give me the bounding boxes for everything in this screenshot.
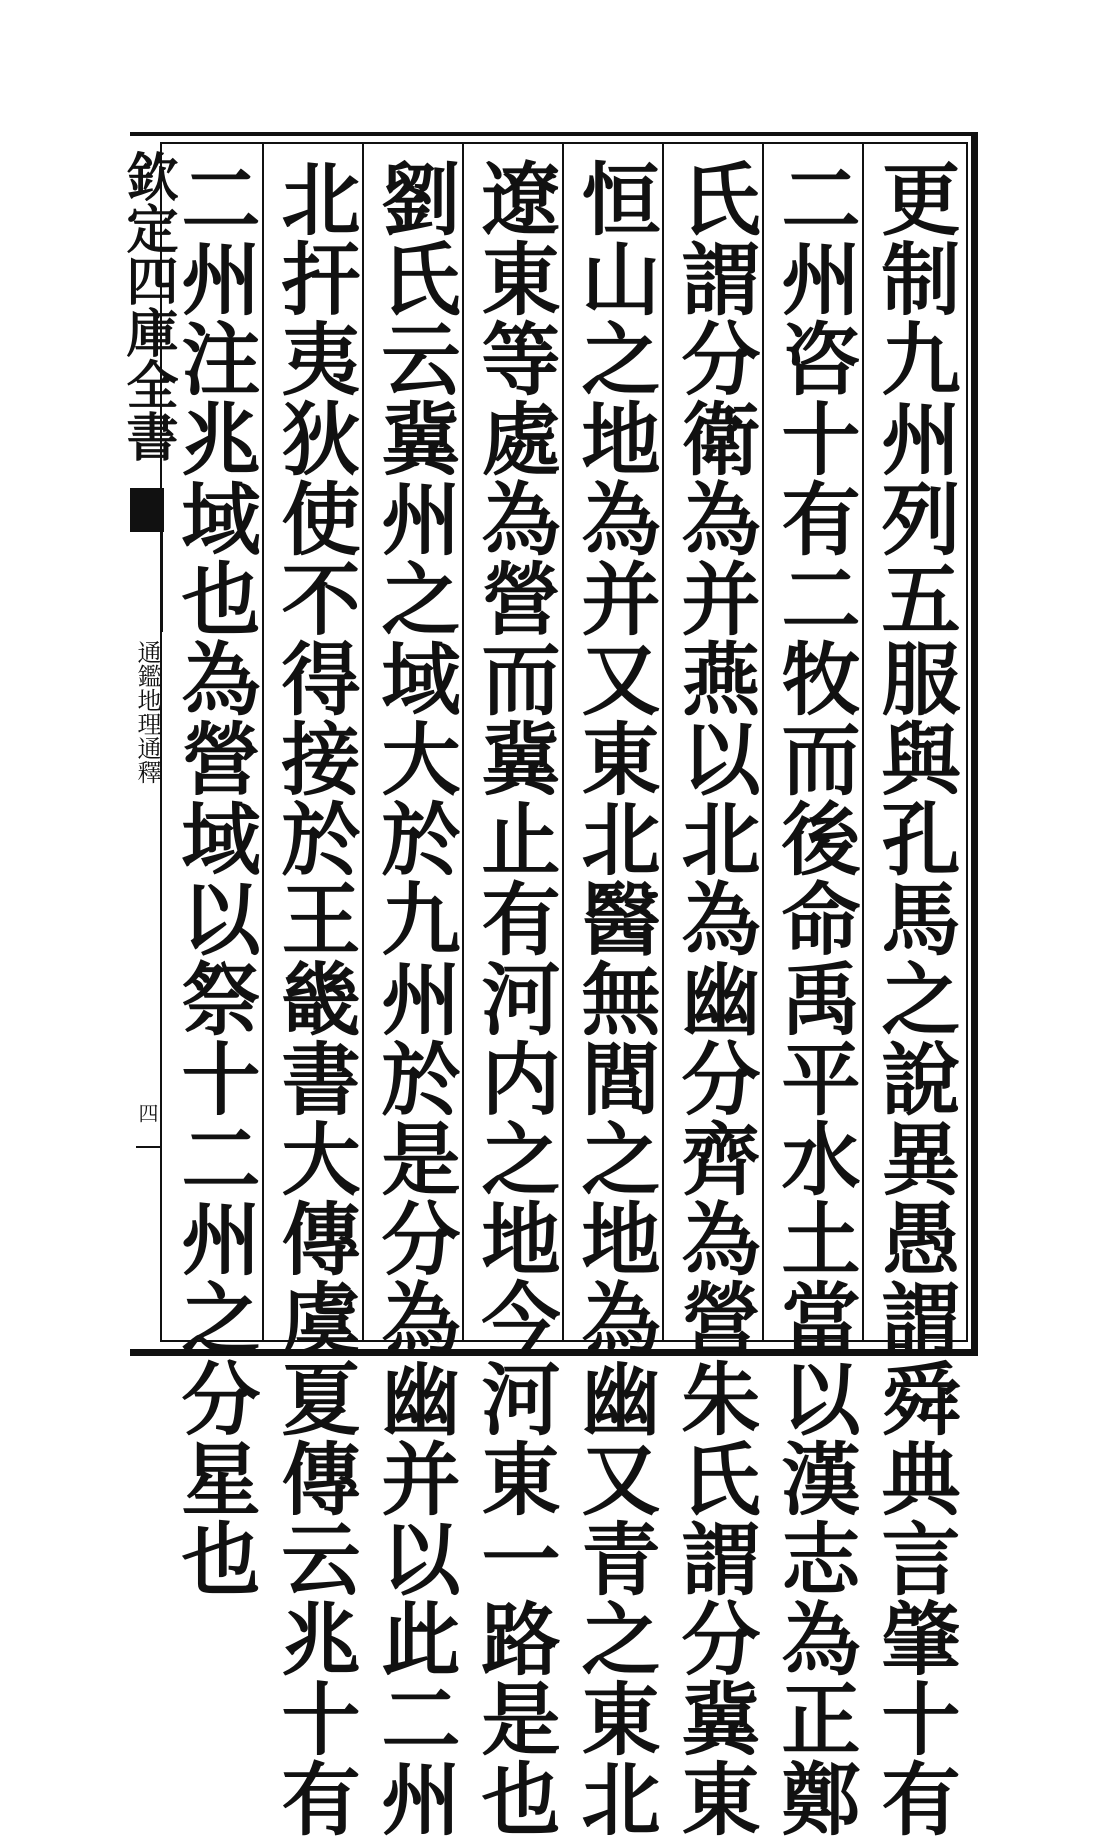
- text-column-5: 遼東等處為營而冀止有河内之地今河東一路是也: [468, 158, 561, 1838]
- column-divider: [262, 142, 264, 1342]
- text-column-2: 二州咨十有二牧而後命禹平水土當以漢志為正鄭: [768, 158, 861, 1838]
- spine-rule: [160, 532, 163, 632]
- column-divider: [662, 142, 664, 1342]
- column-divider: [562, 142, 564, 1342]
- column-divider: [862, 142, 864, 1342]
- fishtail-mark: [130, 488, 164, 532]
- column-divider: [362, 142, 364, 1342]
- text-column-1: 更制九州列五服與孔馬之說異愚謂舜典言肇十有: [868, 158, 961, 1838]
- column-divider: [462, 142, 464, 1342]
- collection-label: 欽定四庫全書: [117, 150, 178, 462]
- text-column-8: 二州注兆域也為營域以祭十二州之分星也: [168, 158, 261, 1598]
- text-column-7: 北扞夷狄使不得接於王畿書大傳虞夏傳云兆十有: [268, 158, 361, 1838]
- book-title: 通鑑地理通釋: [133, 640, 161, 784]
- column-divider: [762, 142, 764, 1342]
- spine-rule: [136, 1146, 160, 1148]
- text-column-4: 恒山之地為并又東北醫無閭之地為幽又青之東北: [568, 158, 661, 1838]
- page-number: 四: [135, 1103, 159, 1123]
- text-column-6: 劉氏云冀州之域大於九州於是分為幽并以此二州: [368, 158, 461, 1838]
- text-column-3: 氏謂分衛為并燕以北為幽分齊為營朱氏謂分冀東: [668, 158, 761, 1838]
